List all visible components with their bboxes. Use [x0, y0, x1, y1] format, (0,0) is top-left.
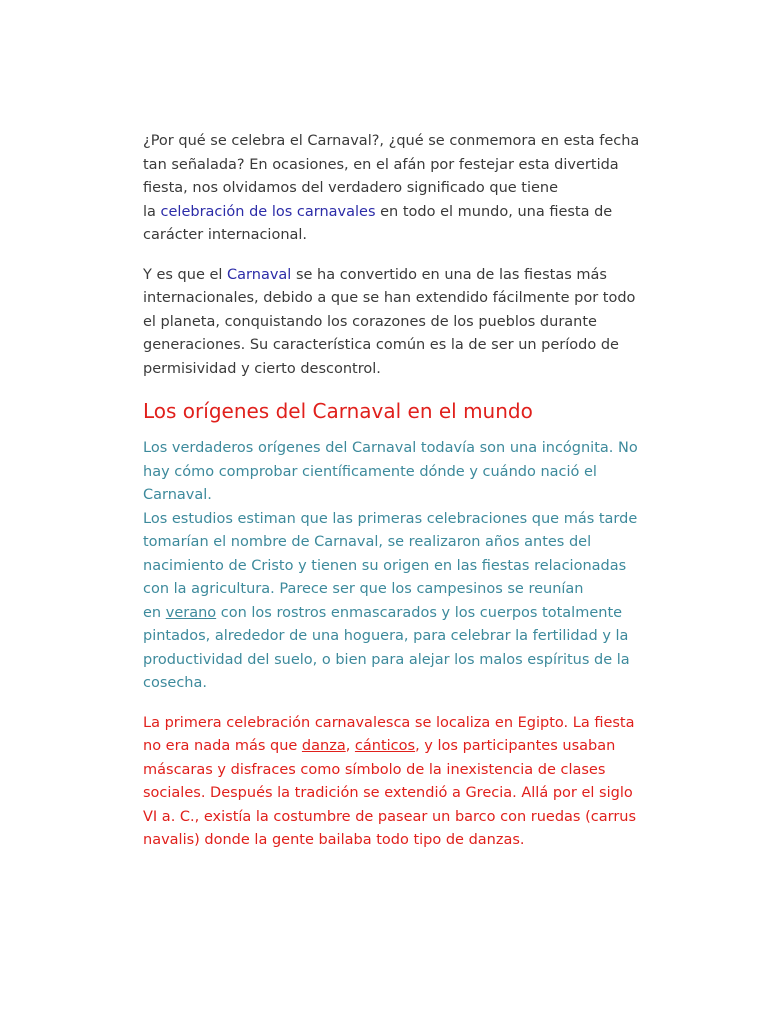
origins-line-4: Los estudios estiman que las primeras celebraciones que más tarde	[143, 510, 638, 527]
origins-line-1: Los verdaderos orígenes del Carnaval todavía son una incógnita. No	[143, 440, 638, 456]
second-line-3: el planeta, conquistando los corazones de los pueblos durante	[143, 313, 597, 330]
intro-line-1: ¿Por qué se celebra el Carnaval?, ¿qué se conmemora en esta fecha	[143, 133, 640, 149]
intro-line-2: tan señalada? En ocasiones, en el afán por festejar esta divertida	[143, 156, 619, 173]
intro-line-3: fiesta, nos olvidamos del verdadero significado que tiene	[143, 180, 559, 196]
second-line-1	[143, 264, 673, 288]
section-heading: Los orígenes del Carnaval en el mundo	[143, 399, 533, 423]
carnaval-link[interactable]: Carnaval	[227, 266, 292, 283]
intro-paragraph	[143, 130, 673, 248]
origins-line-8-post: con los rostros enmascarados y los cuerpos totalmente	[216, 604, 623, 621]
egypt-line-2-pre: no era nada más que	[143, 738, 302, 754]
verano-link[interactable]: verano	[165, 604, 217, 621]
second-line-4: generaciones. Su característica común es la de ser un período de	[143, 337, 619, 353]
egypt-paragraph	[143, 712, 673, 853]
origins-line-7: con la agricultura. Parece ser que los campesinos se reunían	[143, 581, 584, 597]
origins-line-3: Carnaval.	[143, 487, 212, 503]
egypt-line-5: VI a. C., existía la costumbre de pasear un barco con ruedas (carrus	[143, 808, 637, 825]
egypt-line-2-sep: ,	[345, 738, 355, 754]
egypt-line-2-post: , y los participantes usaban	[415, 738, 616, 754]
origins-line-9: pintados, alrededor de una hoguera, para celebrar la fertilidad y la	[143, 628, 629, 644]
origins-line-11: cosecha.	[143, 675, 207, 691]
origins-paragraph	[143, 437, 673, 696]
second-line-5: permisividad y cierto descontrol.	[143, 360, 381, 377]
egypt-line-3: máscaras y disfraces como símbolo de la inexistencia de clases	[143, 761, 606, 778]
celebracion-carnavales-link[interactable]: celebración de los carnavales	[160, 203, 376, 220]
origins-line-2: hay cómo comprobar científicamente dónde y cuándo nació el	[143, 463, 597, 480]
second-line-1-post: se ha convertido en una de las fiestas más	[291, 266, 607, 283]
intro-line-4-post: en todo el mundo, una fiesta de	[375, 203, 613, 220]
second-line-2: internacionales, debido a que se han extendido fácilmente por todo	[143, 290, 636, 306]
egypt-line-1: La primera celebración carnavalesca se localiza en Egipto. La fiesta	[143, 714, 635, 731]
intro-line-4	[143, 201, 673, 225]
canticos-link[interactable]: cánticos	[354, 738, 416, 754]
egypt-line-4: sociales. Después la tradición se extendió a Grecia. Allá por el siglo	[143, 785, 633, 801]
second-line-1-pre: Y es que el	[143, 266, 228, 283]
danza-link[interactable]: danza	[301, 738, 346, 754]
origins-line-6: nacimiento de Cristo y tienen su origen en las fiestas relacionadas	[143, 557, 627, 574]
origins-line-10: productividad del suelo, o bien para alejar los malos espíritus de la	[143, 651, 630, 668]
egypt-line-2	[143, 735, 673, 759]
origins-line-5: tomarían el nombre de Carnaval, se realizaron años antes del	[143, 534, 592, 550]
egypt-line-6: navalis) donde la gente bailaba todo tipo de danzas.	[143, 832, 525, 848]
intro-line-5: carácter internacional.	[143, 227, 308, 243]
origins-line-8-pre: en	[143, 604, 166, 621]
origins-line-8	[143, 602, 673, 626]
second-paragraph	[143, 264, 673, 382]
article	[143, 130, 673, 853]
intro-line-4-pre: la	[143, 203, 161, 220]
